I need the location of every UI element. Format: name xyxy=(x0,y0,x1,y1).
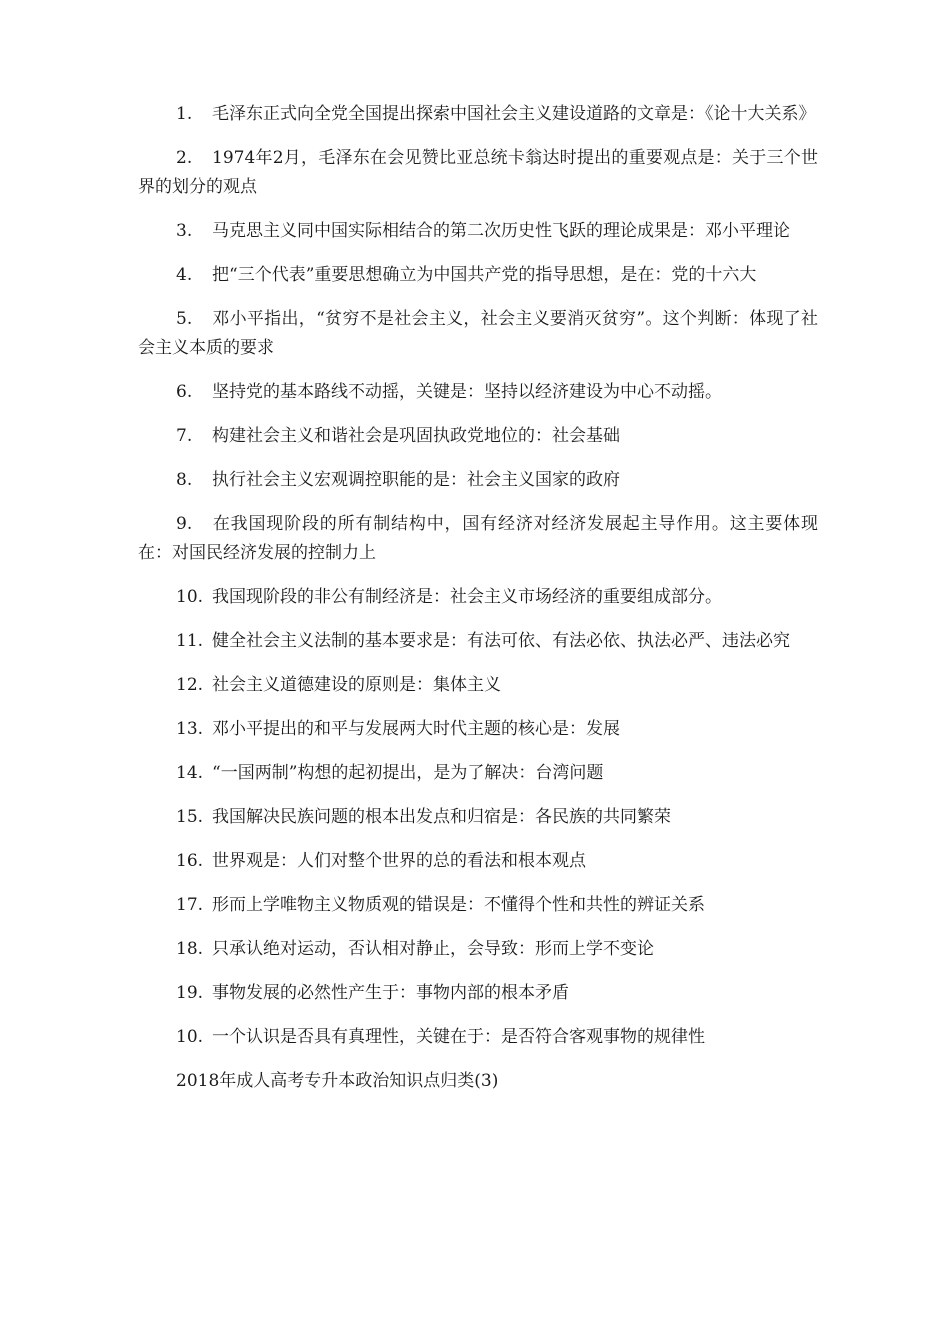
item-text: “一国两制”构想的起初提出，是为了解决：台湾问题 xyxy=(212,763,604,783)
next-section-title: 2018年成人高考专升本政治知识点归类(3) xyxy=(176,1071,499,1091)
item-number: 10. xyxy=(176,587,204,607)
item-text: 我国现阶段的非公有制经济是：社会主义市场经济的重要组成部分。 xyxy=(212,587,722,607)
item-number: 19. xyxy=(176,983,204,1003)
item-text: 执行社会主义宏观调控职能的是：社会主义国家的政府 xyxy=(212,470,620,490)
item-text: 形而上学唯物主义物质观的错误是：不懂得个性和共性的辨证关系 xyxy=(212,895,705,915)
list-item xyxy=(138,847,818,876)
item-text: 构建社会主义和谐社会是巩固执政党地位的：社会基础 xyxy=(212,426,620,446)
list-item xyxy=(138,891,818,920)
list-item xyxy=(138,422,818,451)
item-number: 1. xyxy=(176,104,193,124)
list-item xyxy=(138,627,818,656)
item-text: 马克思主义同中国实际相结合的第二次历史性飞跃的理论成果是：邓小平理论 xyxy=(212,221,790,241)
item-number: 2. xyxy=(176,148,193,168)
list-item xyxy=(138,671,818,700)
list-item xyxy=(138,100,818,129)
list-item xyxy=(138,466,818,495)
list-item xyxy=(138,935,818,964)
item-number: 18. xyxy=(176,939,204,959)
item-number: 3. xyxy=(176,221,193,241)
item-text: 在我国现阶段的所有制结构中，国有经济对经济发展起主导作用。这主要体现在：对国民经济发展的控制力上 xyxy=(138,514,818,563)
list-item xyxy=(138,261,818,290)
item-number: 16. xyxy=(176,851,204,871)
item-text: 世界观是：人们对整个世界的总的看法和根本观点 xyxy=(212,851,586,871)
item-text: 健全社会主义法制的基本要求是：有法可依、有法必依、执法必严、违法必究 xyxy=(212,631,790,651)
list-item xyxy=(138,144,818,202)
item-number: 15. xyxy=(176,807,204,827)
item-number: 13. xyxy=(176,719,204,739)
item-text: 把“三个代表”重要思想确立为中国共产党的指导思想，是在：党的十六大 xyxy=(212,265,757,285)
list-item xyxy=(138,378,818,407)
list-item xyxy=(138,979,818,1008)
list-item xyxy=(138,1023,818,1052)
item-text: 事物发展的必然性产生于：事物内部的根本矛盾 xyxy=(212,983,569,1003)
list-item xyxy=(138,803,818,832)
item-number: 5. xyxy=(176,309,193,329)
knowledge-point-list xyxy=(138,100,818,1052)
item-text: 毛泽东正式向全党全国提出探索中国社会主义建设道路的文章是：《论十大关系》 xyxy=(212,104,816,124)
item-text: 社会主义道德建设的原则是：集体主义 xyxy=(212,675,501,695)
document-body xyxy=(138,100,818,1096)
list-item xyxy=(138,759,818,788)
item-number: 11. xyxy=(176,631,204,651)
item-text: 我国解决民族问题的根本出发点和归宿是：各民族的共同繁荣 xyxy=(212,807,671,827)
item-number: 4. xyxy=(176,265,193,285)
item-text: 邓小平指出，“贫穷不是社会主义，社会主义要消灭贫穷”。这个判断：体现了社会主义本质的要求 xyxy=(138,309,818,358)
item-number: 14. xyxy=(176,763,204,783)
item-number: 17. xyxy=(176,895,204,915)
item-text: 坚持党的基本路线不动摇，关键是：坚持以经济建设为中心不动摇。 xyxy=(212,382,722,402)
list-item xyxy=(138,715,818,744)
item-number: 8. xyxy=(176,470,193,490)
item-number: 9. xyxy=(176,514,193,534)
item-number: 10. xyxy=(176,1027,204,1047)
item-text: 1974年2月，毛泽东在会见赞比亚总统卡翁达时提出的重要观点是：关于三个世界的划分的观点 xyxy=(138,148,818,197)
item-text: 一个认识是否具有真理性，关键在于：是否符合客观事物的规律性 xyxy=(212,1027,705,1047)
item-number: 6. xyxy=(176,382,193,402)
list-item xyxy=(138,305,818,363)
item-text: 邓小平提出的和平与发展两大时代主题的核心是：发展 xyxy=(212,719,620,739)
item-number: 7. xyxy=(176,426,193,446)
item-number: 12. xyxy=(176,675,204,695)
list-item xyxy=(138,583,818,612)
item-text: 只承认绝对运动，否认相对静止，会导致：形而上学不变论 xyxy=(212,939,654,959)
list-item xyxy=(138,217,818,246)
list-item xyxy=(138,510,818,568)
